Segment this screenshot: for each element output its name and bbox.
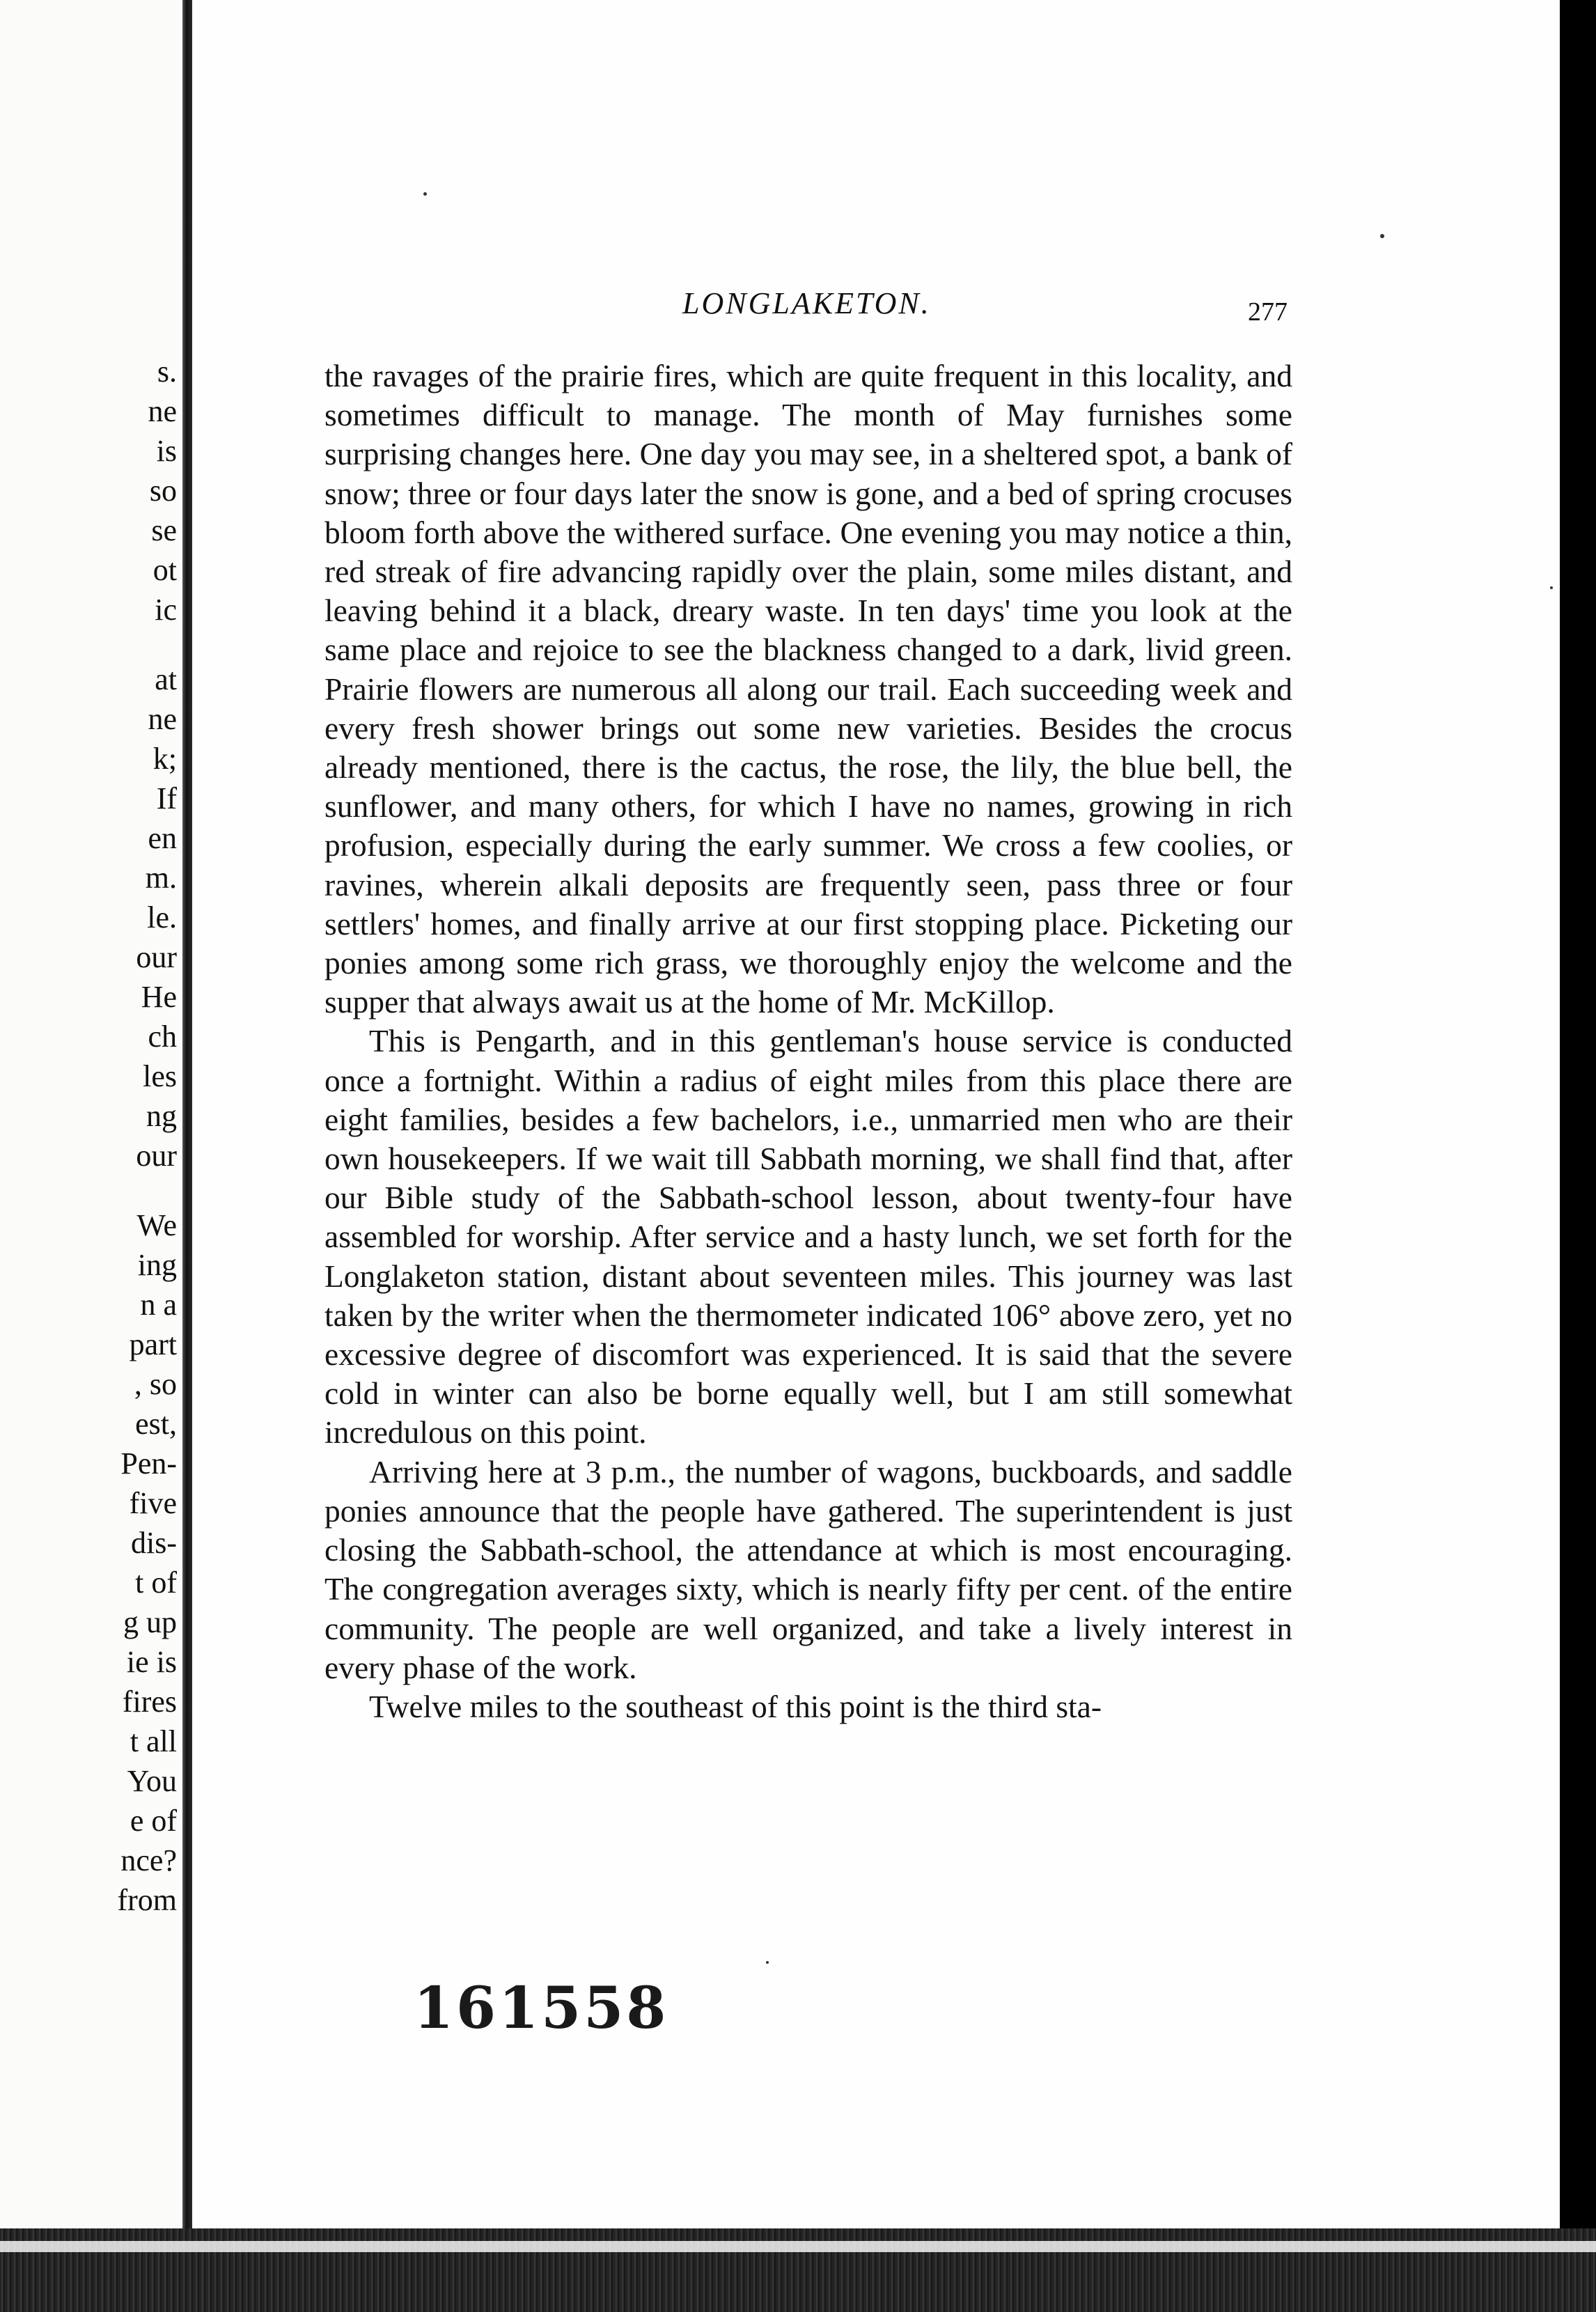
facing-page-line-fragment: n a (140, 1287, 177, 1322)
facing-page-line-fragment: se (151, 513, 177, 547)
facing-page-line-fragment: e of (130, 1803, 177, 1838)
facing-page-line-fragment: s. (157, 354, 177, 389)
facing-page-line-fragment: en (148, 820, 177, 855)
paragraph: This is Pengarth, and in this gentleman's house service is conducted once a fortnight. Within a radius of eight miles from this place there are eight families, besides a few bachelors, i.e., unmarried men who are their own housekeepers. If we wait till Sabbath morning, we shall find that, after our Bible study of the Sabbath-school lesson, about twenty-four have assembled for worship. After service and a hasty lunch, we set forth for the Longlaketon station, distant about seventeen miles. This journey was last taken by the writer when the thermometer indicated 106° above zero, yet no excessive degree of discomfort was experienced. It is said that the severe cold in winter can also be borne equally well, but I am still somewhat incredulous on this point. (324, 1023, 1292, 1451)
facing-page-line-fragment: is (156, 434, 177, 468)
facing-page-line-fragment: ne (148, 394, 177, 428)
paragraph: the ravages of the prairie fires, which are quite frequent in this locality, and sometimes difficult to manage. The month of May furnishes some surprising changes here. One day you may see, in a sheltered spot, a bank of snow; three or four days later the snow is gone, and a bed of spring crocuses bloom forth above the withered surface. One evening you may notice a thin, red streak of fire advancing rapidly over the plain, some miles distant, and leaving behind it a black, dreary waste. In ten days' time you look at the same place and rejoice to see the blackness changed to a dark, livid green. Prairie flowers are numerous all along our trail. Each succeeding week and every fresh shower brings out some new varieties. Besides the crocus already mentioned, there is the cactus, the rose, the lily, the blue bell, the sunflower, and many others, for which I have no names, growing in rich profusion, especially during the early summer. We cross a few coolies, or ravines, wherein alkali deposits are frequently seen, pass three or four settlers' homes, and finally arrive at our first stopping place. Picketing our ponies among some rich grass, we thoroughly enjoy the welcome and the supper that always await us at the home of Mr. McKillop. (324, 358, 1292, 1020)
paragraph: Arriving here at 3 p.m., the number of wagons, buckboards, and saddle ponies announce that the people have gathered. The superintendent is just closing the Sabbath-school, the attendance at which is most encouraging. The congregation averages sixty, which is nearly fifty per cent. of the entire community. The people are well organized, and take a lively interest in every phase of the work. (324, 1453, 1292, 1685)
facing-page-line-fragment: part (129, 1327, 177, 1361)
facing-page-line-fragment: He (141, 979, 177, 1014)
paper-speck (423, 192, 427, 196)
facing-page-line-fragment: ic (155, 593, 177, 627)
facing-page-line-fragment: from (117, 1882, 177, 1917)
facing-page-line-fragment: our (136, 1138, 177, 1173)
facing-page-line-fragment: est, (135, 1406, 177, 1441)
facing-page-line-fragment: ing (137, 1247, 177, 1282)
facing-page-line-fragment: t all (130, 1724, 177, 1758)
facing-page-line-fragment: ot (152, 553, 177, 587)
facing-page-line-fragment: nce? (120, 1843, 177, 1877)
page-edge (1560, 0, 1596, 2312)
facing-page (0, 0, 187, 2228)
facing-page-line-fragment: m. (145, 860, 177, 895)
facing-page-line-fragment: ch (148, 1019, 177, 1054)
paper-speck (1550, 586, 1553, 589)
facing-page-line-fragment: If (156, 781, 177, 815)
body-text (324, 357, 1292, 1726)
book-gutter (182, 0, 192, 2256)
running-head: LONGLAKETON. (682, 286, 931, 320)
facing-page-line-fragment: You (127, 1763, 177, 1798)
page-bottom-edge (0, 2228, 1596, 2312)
facing-page-line-fragment: dis- (131, 1525, 177, 1560)
page-number: 277 (1248, 297, 1288, 327)
paper-speck (1380, 234, 1384, 238)
facing-page-line-fragment: We (136, 1208, 177, 1242)
facing-page-line-fragment: , so (134, 1366, 177, 1401)
facing-page-line-fragment: g up (123, 1604, 177, 1639)
facing-page-line-fragment: t of (135, 1565, 177, 1600)
facing-page-line-fragment: Pen- (120, 1446, 177, 1481)
facing-page-line-fragment: ne (148, 701, 177, 736)
facing-page-line-fragment: ng (146, 1098, 177, 1133)
paragraph: Twelve miles to the southeast of this point is the third sta- (369, 1688, 1102, 1724)
facing-page-line-fragment: so (149, 474, 177, 508)
facing-page-line-fragment: at (155, 662, 177, 696)
facing-page-line-fragment: les (143, 1059, 177, 1093)
facing-page-line-fragment: our (136, 939, 177, 974)
facing-page-line-fragment: fires (122, 1684, 177, 1719)
facing-page-line-fragment: k; (152, 741, 177, 776)
facing-page-line-fragment: le. (147, 900, 177, 935)
paper-speck (766, 1961, 769, 1964)
facing-page-line-fragment: ie is (126, 1644, 177, 1679)
facing-page-line-fragment: five (129, 1485, 177, 1520)
accession-stamp: 161558 (414, 1975, 669, 2042)
